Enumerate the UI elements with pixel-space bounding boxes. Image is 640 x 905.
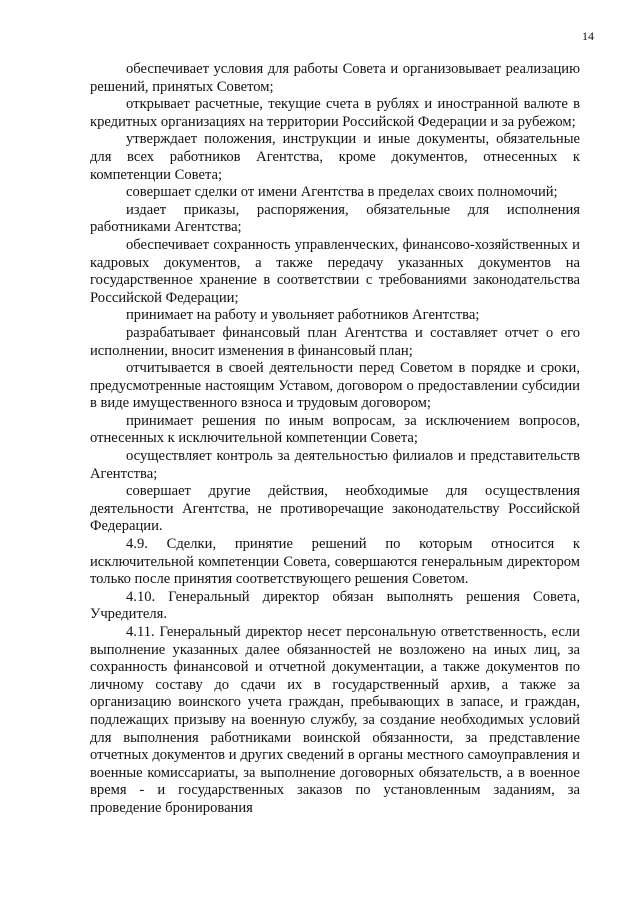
paragraph: открывает расчетные, текущие счета в рублях и иностранной валюте в кредитных организациях на территории Российской Федерации и за рубежом; (90, 96, 580, 130)
paragraph-clause-4-9: 4.9. Сделки, принятие решений по которым относится к исключительной компетенции Совета, совершаются генеральным директором только после принятия соответствующего решения Советом. (90, 536, 580, 588)
paragraph: принимает на работу и увольняет работников Агентства; (126, 307, 480, 324)
paragraph: отчитывается в своей деятельности перед Советом в порядке и сроки, предусмотренные настоящим Уставом, договором о предоставлении субсидии в виде имущественного взноса и трудовым договором; (90, 360, 580, 412)
paragraph: принимает решения по иным вопросам, за исключением вопросов, отнесенных к исключительной компетенции Совета; (90, 412, 580, 447)
paragraph: совершает сделки от имени Агентства в пределах своих полномочий; (126, 184, 558, 201)
paragraph: разрабатывает финансовый план Агентства и составляет отчет о его исполнении, вносит изменения в финансовый план; (90, 324, 580, 359)
document-body (90, 61, 580, 818)
paragraph: осуществляет контроль за деятельностью филиалов и представительств Агентства; (90, 448, 580, 482)
paragraph: обеспечивает сохранность управленческих, финансово-хозяйственных и кадровых документов, а также передачу указанных документов на государственное хранение в соответствии с требованиями законодательства Российской Федерации; (90, 236, 580, 306)
paragraph-clause-4-11: 4.11. Генеральный директор несет персональную ответственность, если выполнение указанных далее обязанностей не возложено на иных лиц, за сохранность финансовой и отчетной документации, а также документов по личному составу до сдачи их в государственный архив, а также за организацию воинского учета граждан, пребывающих в запасе, и граждан, подлежащих призыву на военную службу, за создание необходимых условий для выполнения работниками воинской обязанности, за представление отчетных документов и других сведений в органы местного самоуправления и военные комиссариаты, за выполнение договорных обязательств, а в военное время - и государственных заказов по установленным заданиям, за проведение бронирования (90, 624, 580, 816)
page-number: 14 (582, 29, 594, 43)
paragraph: утверждает положения, инструкции и иные документы, обязательные для всех работников Агентства, кроме документов, отнесенных к компетенции Совета; (90, 131, 580, 183)
paragraph: обеспечивает условия для работы Совета и организовывает реализацию решений, принятых Советом; (90, 61, 580, 95)
paragraph: совершает другие действия, необходимые для осуществления деятельности Агентства, не противоречащие законодательству Российской Федерации. (90, 483, 580, 535)
paragraph: издает приказы, распоряжения, обязательные для исполнения работниками Агентства; (90, 201, 580, 236)
paragraph-clause-4-10: 4.10. Генеральный директор обязан выполнять решения Совета, Учредителя. (90, 588, 580, 623)
